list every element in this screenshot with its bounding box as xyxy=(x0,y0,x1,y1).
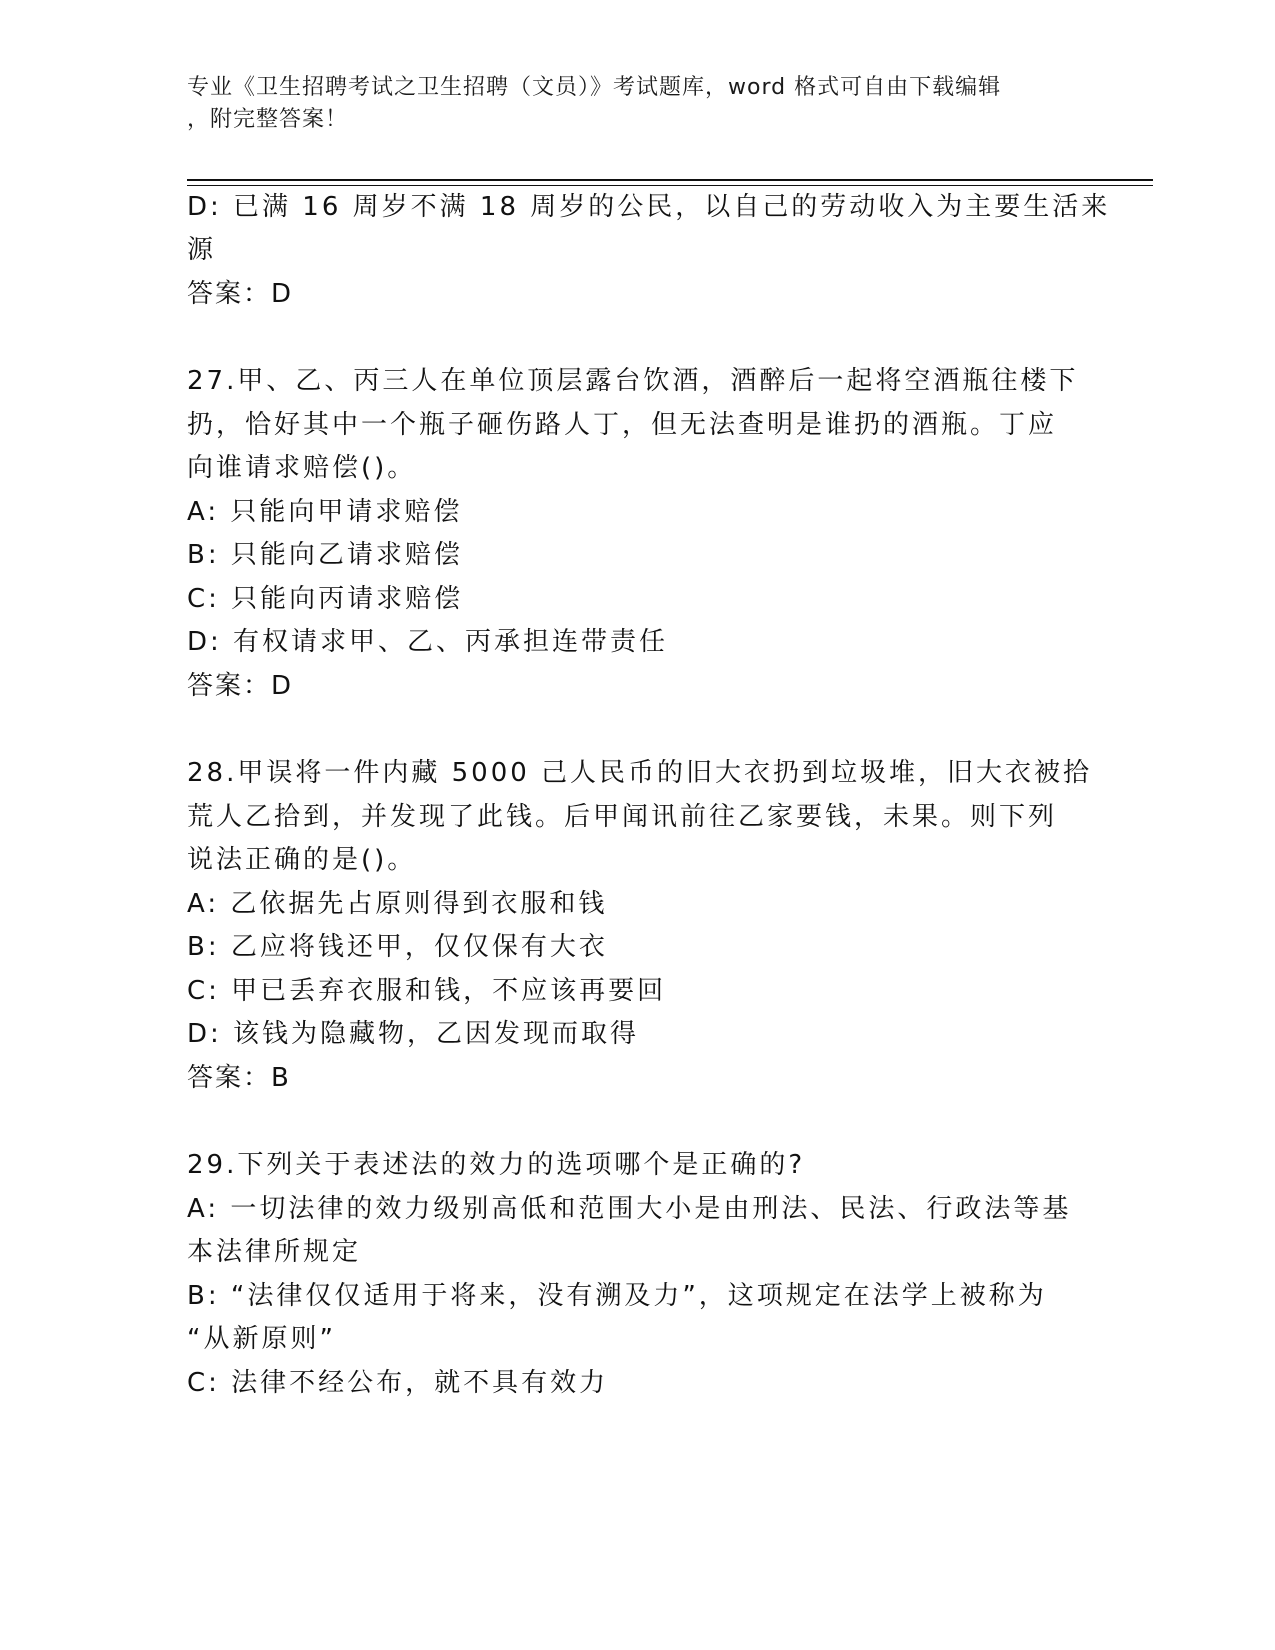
q28-stem-line-3: 说法正确的是()。 xyxy=(187,845,417,875)
q27-option-c: C: 只能向丙请求赔偿 xyxy=(187,584,464,614)
q28-option-a: A: 乙依据先占原则得到衣服和钱 xyxy=(187,889,608,919)
q29-option-a-line-2: 本法律所规定 xyxy=(187,1237,362,1267)
q27-answer: 答案：D xyxy=(187,671,294,701)
header-rule-thin xyxy=(187,185,1153,186)
q27-option-b: B: 只能向乙请求赔偿 xyxy=(187,540,463,570)
q27-option-a: A: 只能向甲请求赔偿 xyxy=(187,497,463,527)
q28-answer: 答案：B xyxy=(187,1063,291,1093)
q27-option-d: D: 有权请求甲、乙、丙承担连带责任 xyxy=(187,627,669,657)
header-line-2: ，附完整答案！ xyxy=(187,107,349,132)
q27-stem-line-1: 27.甲、乙、丙三人在单位顶层露台饮酒，酒醉后一起将空酒瓶往楼下 xyxy=(187,366,1079,396)
q29-option-c: C: 法律不经公布，就不具有效力 xyxy=(187,1368,609,1398)
q28-option-b: B: 乙应将钱还甲，仅仅保有大衣 xyxy=(187,932,608,962)
prev-answer: 答案：D xyxy=(187,279,294,309)
prev-option-d-line-2: 源 xyxy=(187,235,217,265)
q29-option-b-line-2: “从新原则” xyxy=(187,1324,336,1354)
q29-option-a-line-1: A: 一切法律的效力级别高低和范围大小是由刑法、民法、行政法等基 xyxy=(187,1194,1072,1224)
q28-option-d: D: 该钱为隐藏物，乙因发现而取得 xyxy=(187,1019,640,1049)
q28-stem-line-1: 28.甲误将一件内藏 5000 己人民币的旧大衣扔到垃圾堆，旧大衣被拾 xyxy=(187,758,1093,788)
header-rule-thick xyxy=(187,179,1153,181)
header-line-1: 专业《卫生招聘考试之卫生招聘（文员）》考试题库，word 格式可自由下载编辑 xyxy=(187,75,1002,100)
prev-option-d-line-1: D: 已满 16 周岁不满 18 周岁的公民，以自己的劳动收入为主要生活来 xyxy=(187,192,1111,222)
q28-stem-line-2: 荒人乙拾到，并发现了此钱。后甲闻讯前往乙家要钱，未果。则下列 xyxy=(187,802,1058,832)
q27-stem-line-2: 扔，恰好其中一个瓶子砸伤路人丁，但无法查明是谁扔的酒瓶。丁应 xyxy=(187,410,1058,440)
q29-option-b-line-1: B: “法律仅仅适用于将来，没有溯及力”，这项规定在法学上被称为 xyxy=(187,1281,1047,1311)
q27-stem-line-3: 向谁请求赔偿()。 xyxy=(187,453,417,483)
document-header xyxy=(187,72,1067,136)
q29-stem: 29.下列关于表述法的效力的选项哪个是正确的? xyxy=(187,1150,806,1180)
q28-option-c: C: 甲已丢弃衣服和钱，不应该再要回 xyxy=(187,976,667,1006)
